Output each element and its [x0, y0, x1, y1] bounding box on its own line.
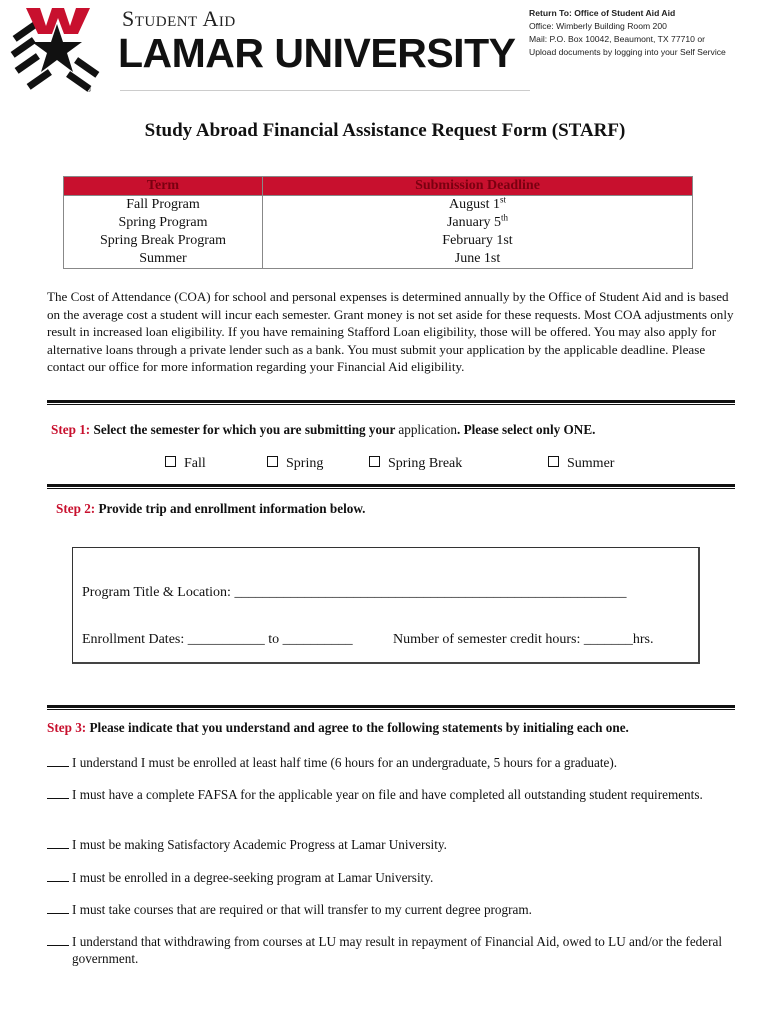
section-divider	[47, 484, 735, 489]
term-cell: Spring Break Program	[64, 232, 263, 250]
deadline-cell: June 1st	[263, 250, 693, 269]
initial-blank[interactable]	[47, 756, 69, 767]
option-spring-break[interactable]: Spring Break	[369, 456, 462, 472]
return-line: Return To: Office of Student Aid Aid	[529, 8, 676, 18]
credit-hours-field[interactable]: Number of semester credit hours: _______hrs.	[393, 632, 654, 647]
statement-item: I understand that withdrawing from courses at LU may result in repayment of Financial Aid, owed to LU and/or the federal government.	[47, 933, 727, 950]
table-row	[64, 214, 693, 232]
coa-paragraph: The Cost of Attendance (COA) for school and personal expenses is determined annually by the Office of Student Aid and is based on the average cost a student will incur each semester. Grant money is not set aside for these requests. Most COA adjustments only result in increased loan eligibility. If you have remaining Stafford Loan eligibility, those will be offered. You may also apply for alternative loans through a private lender such as a bank. You must submit your application by the applicable deadline. Please contact our office for more information regarding your Financial Aid eligibility.	[47, 289, 734, 374]
deadline-cell: August 1st	[263, 196, 693, 215]
checkbox[interactable]	[548, 456, 559, 467]
header-divider	[120, 90, 530, 91]
option-fall[interactable]: Fall	[165, 456, 206, 472]
initial-blank[interactable]	[47, 838, 69, 849]
header-deadline: Submission Deadline	[263, 177, 693, 196]
statement-item: I must have a complete FAFSA for the applicable year on file and have completed all outstanding student requirements.	[47, 786, 727, 803]
statement-item: I must be enrolled in a degree-seeking program at Lamar University.	[47, 869, 727, 886]
section-divider	[47, 705, 735, 710]
term-cell: Fall Program	[64, 196, 263, 215]
step1-label: Step 1:	[51, 422, 91, 437]
table-header-row	[64, 177, 693, 196]
statement-item: I understand I must be enrolled at least half time (6 hours for an undergraduate, 5 hours for a graduate).	[47, 754, 727, 771]
deadline-cell: February 1st	[263, 232, 693, 250]
initial-blank[interactable]	[47, 871, 69, 882]
initial-blank[interactable]	[47, 903, 69, 914]
deadline-cell: January 5th	[263, 214, 693, 232]
table-row	[64, 232, 693, 250]
term-cell: Summer	[64, 250, 263, 269]
header-term: Term	[64, 177, 263, 196]
option-spring[interactable]: Spring	[267, 456, 323, 472]
step3-instruction: Step 3: Please indicate that you understand and agree to the following statements by initialing each one.	[47, 720, 629, 735]
step3-label: Step 3:	[47, 720, 87, 735]
initial-blank[interactable]	[47, 935, 69, 946]
checkbox[interactable]	[369, 456, 380, 467]
step2-instruction: Step 2: Provide trip and enrollment information below.	[56, 501, 366, 516]
option-summer[interactable]: Summer	[548, 456, 614, 472]
statement-item: I must take courses that are required or that will transfer to my current degree program.	[47, 901, 727, 918]
table-row	[64, 250, 693, 269]
registered-mark: ®	[86, 87, 92, 94]
enrollment-dates-field[interactable]: Enrollment Dates: ___________ to __________	[82, 632, 353, 647]
brand-student-aid: Student Aid	[122, 6, 236, 31]
initial-blank[interactable]	[47, 788, 69, 799]
checkbox[interactable]	[267, 456, 278, 467]
return-line: Office: Wimberly Building Room 200	[529, 21, 667, 31]
return-line: Upload documents by logging into your Self Service	[529, 47, 726, 57]
table-row	[64, 196, 693, 215]
checkbox[interactable]	[165, 456, 176, 467]
statement-item: I must be making Satisfactory Academic Progress at Lamar University.	[47, 836, 727, 853]
step2-label: Step 2:	[56, 501, 96, 516]
return-to-address	[529, 7, 726, 59]
form-title: Study Abroad Financial Assistance Request Form (STARF)	[144, 120, 626, 141]
step1-instruction: Step 1: Select the semester for which you are submitting your application. Please select only ONE.	[51, 422, 596, 437]
term-cell: Spring Program	[64, 214, 263, 232]
return-line: Mail: P.O. Box 10042, Beaumont, TX 77710 or	[529, 34, 705, 44]
section-divider	[47, 400, 735, 405]
program-title-field[interactable]: Program Title & Location: ________________________________________________________	[82, 585, 627, 600]
deadline-table	[63, 176, 693, 269]
brand-lamar-university: LAMAR UNIVERSITY	[118, 30, 516, 76]
lamar-logo	[6, 4, 108, 96]
